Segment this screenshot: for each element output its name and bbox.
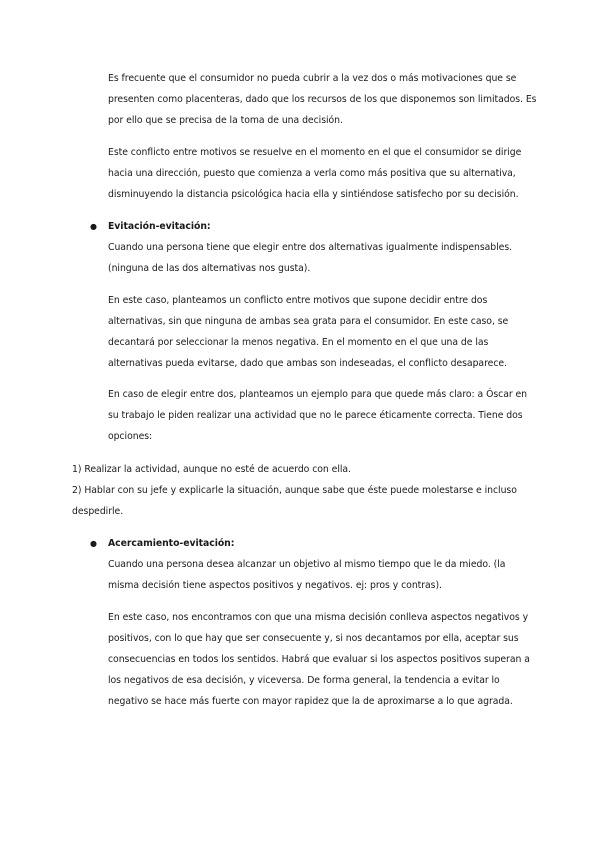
paragraph-intro: Es frecuente que el consumidor no pueda cubrir a la vez dos o más motivaciones que se presenten como placenteras, dado que los recursos de los que disponemos son limitados. Es por ello que se precisa de la toma de una decisión. [108, 73, 537, 126]
option-1: 1) Realizar la actividad, aunque no esté de acuerdo con ella. [72, 464, 351, 475]
heading-acercamiento-evitacion: Acercamiento-evitación: [108, 538, 235, 549]
section1-paragraph-1: En este caso, planteamos un conflicto entre motivos que supone decidir entre dos alternativas, sin que ninguna de ambas sea grata para el consumidor. En este caso, se decantará por seleccionar la menos negativa. En el momento en el que una de las alternativas pueda evitarse, dado que ambas son indeseadas, el conflicto desaparece. [108, 295, 509, 369]
section2-intro: Cuando una persona desea alcanzar un objetivo al mismo tiempo que le da miedo. (la misma decisión tiene aspectos positivos y negativos. ej: pros y contras). [108, 559, 506, 591]
bullet-icon: ● [90, 539, 97, 548]
heading-evitacion-evitacion: Evitación-evitación: [108, 221, 211, 232]
section1-paragraph-2: En caso de elegir entre dos, planteamos un ejemplo para que quede más claro: a Óscar en su trabajo le piden realizar una actividad que no le parece éticamente correcta. Tiene dos opciones: [108, 389, 528, 442]
section2-paragraph-1: En este caso, nos encontramos con que una misma decisión conlleva aspectos negativos y positivos, con lo que hay que ser consecuente y, si nos decantamos por ella, aceptar sus consecuencias en todos los sentidos. Habrá que evaluar si los aspectos positivos superan a los negativos de esa decisión, y viceversa. De forma general, la tendencia a evitar lo negativo se hace más fuerte con mayor rapidez que la de aproximarse a lo que agrada. [108, 612, 530, 707]
paragraph-conflict: Este conflicto entre motivos se resuelve en el momento en el que el consumidor se dirige hacia una dirección, puesto que comienza a verla como más positiva que su alternativa, disminuyendo la distancia psicológica hacia ella y sintiéndose satisfecho por su decisión. [108, 147, 522, 200]
section1-intro: Cuando una persona tiene que elegir entre dos alternativas igualmente indispensables. (ninguna de las dos alternativas nos gusta). [108, 242, 513, 274]
option-2: 2) Hablar con su jefe y explicarle la situación, aunque sabe que éste puede molestarse e incluso despedirle. [72, 485, 517, 517]
bullet-icon: ● [90, 222, 97, 231]
